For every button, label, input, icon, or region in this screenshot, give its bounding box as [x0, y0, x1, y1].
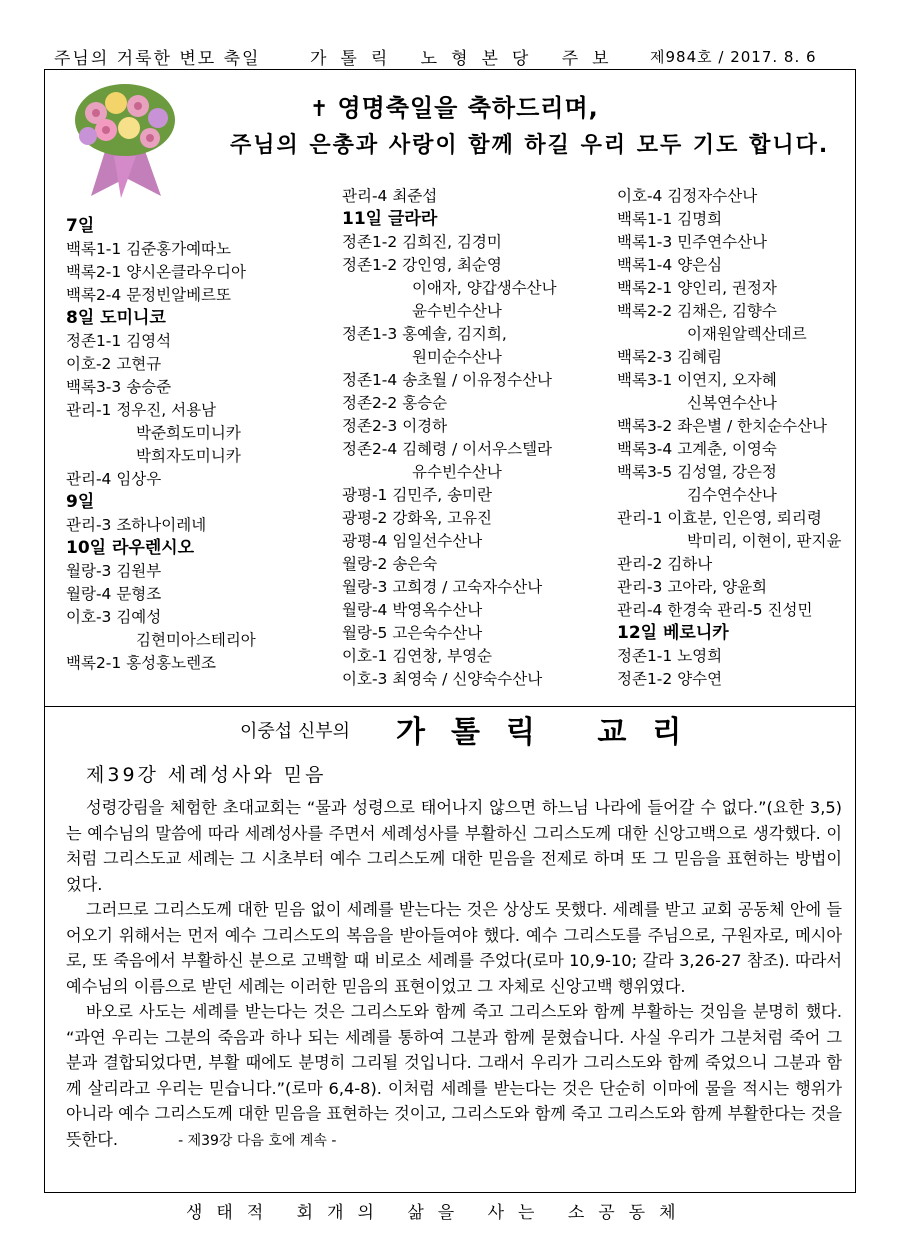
- lecture-body: [66, 795, 842, 1154]
- nameday-entry: 신복연수산나: [687, 394, 777, 412]
- nameday-entry: 정존2-3 이경하: [342, 417, 448, 435]
- greeting-line1: 영명축일을 축하드리며,: [337, 94, 599, 122]
- nameday-entry: 박희자도미니카: [136, 447, 241, 465]
- nameday-entry: 광평-4 임일선수산나: [342, 532, 483, 550]
- nameday-entry: 관리-4 한경숙 관리-5 진성민: [617, 601, 813, 619]
- nameday-entry: 관리-4 최준섭: [342, 187, 438, 205]
- nameday-entry: 백록1-3 민주연수산나: [617, 233, 768, 251]
- nameday-entry: 월랑-3 김원부: [66, 562, 162, 580]
- nameday-entry: 백록3-1 이연지, 오자혜: [617, 371, 777, 389]
- paragraph-text: 바오로 사도는 세례를 받는다는 것은 그리스도와 함께 죽고 그리스도와 함께 부활하는 것임을 분명히 했다. “과연 우리는 그분의 죽음과 하나 되는 세례를 통하여 그분과 함께 묻혔습니다. 사실 우리가 그분처럼 죽어 그분과 결합되었다면, 부활 때에도 분명히 그리될 것입니다. 그래서 우리가 그리스도와 함께 죽었으니 그분과 함께 살리라고 우리는 믿습니다.”(로마 6,4-8). 이처럼 세례를 받는다는 것은 단순히 이마에 물을 적시는 행위가 아니라 예수 그리스도께 대한 믿음을 표현하는 것이고, 그리스도와 함께 죽고 그리스도와 함께 부활한다는 것을 뜻한다.: [66, 1002, 842, 1149]
- nameday-entry: 백록2-4 문정빈알베르또: [66, 286, 232, 304]
- nameday-entry: 유수빈수산나: [412, 463, 502, 481]
- nameday-entry: 박준희도미니카: [136, 424, 241, 442]
- bulletin-header: [0, 40, 898, 70]
- nameday-entry: 이호-1 김연창, 부영순: [342, 647, 493, 665]
- nameday-entry: 백록1-1 김준홍가예따노: [66, 240, 232, 258]
- paragraph: 성령강림을 체험한 초대교회는 “물과 성령으로 태어나지 않으면 하느님 나라에 들어갈 수 없다.”(요한 3,5)는 예수님의 말씀에 따라 세례성사를 주면서 세례성사를 부활하신 그리스도께 대한 신앙고백으로 생각했다. 이처럼 그리스도교 세례는 그 시초부터 예수 그리스도께 대한 믿음을 전제로 하며 또 그 믿음을 표현하는 방법이었다.: [66, 798, 842, 894]
- nameday-entry: 정존1-1 노영희: [617, 647, 723, 665]
- nameday-entry: 김수연수산나: [687, 486, 777, 504]
- nameday-entry: 이호-2 고현규: [66, 355, 162, 373]
- nameday-entry: 백록2-3 김혜림: [617, 348, 723, 366]
- nameday-entry: 백록3-5 김성열, 강은정: [617, 463, 777, 481]
- footer-motto: 생태적 회개의 삶을 사는 소공동체: [186, 1203, 690, 1223]
- nameday-entry: 정존1-4 송초월 / 이유정수산나: [342, 371, 553, 389]
- nameday-entry: 광평-1 김민주, 송미란: [342, 486, 493, 504]
- feast-day-heading: 11일 글라라: [342, 209, 438, 229]
- nameday-entry: 관리-1 정우진, 서용남: [66, 401, 217, 419]
- nameday-entry: 이재원알렉산데르: [687, 325, 807, 343]
- nameday-entry: 정존1-2 양수연: [617, 670, 723, 688]
- nameday-entry: 박미리, 이현이, 판지윤: [687, 532, 842, 550]
- feast-day-heading: 7일: [66, 216, 95, 236]
- nameday-entry: 월랑-3 고희경 / 고숙자수산나: [342, 578, 543, 596]
- nameday-entry: 이애자, 양갑생수산나: [412, 279, 557, 297]
- nameday-entry: 정존1-2 김희진, 김경미: [342, 233, 502, 251]
- nameday-entry: 월랑-4 박영옥수산나: [342, 601, 483, 619]
- nameday-entry: 이호-3 김예성: [66, 608, 162, 626]
- bulletin-title: 가톨릭 노형본당 주보: [310, 49, 623, 69]
- nameday-column-1: [66, 215, 256, 675]
- nameday-entry: 광평-2 강화옥, 고유진: [342, 509, 493, 527]
- flower-bouquet-image: [66, 78, 184, 200]
- nameday-entry: 윤수빈수산나: [412, 302, 502, 320]
- issue-date: 제984호 / 2017. 8. 6: [650, 48, 817, 66]
- continued-note: - 제39강 다음 호에 계속 -: [178, 1132, 337, 1149]
- nameday-entry: 백록2-1 홍성홍노렌조: [66, 654, 217, 672]
- nameday-column-2: [342, 185, 557, 691]
- paragraph: 그러므로 그리스도께 대한 믿음 없이 세례를 받는다는 것은 상상도 못했다. 세례를 받고 교회 공동체 안에 들어오기 위해서는 먼저 예수 그리스도의 복음을 받아들여야 했다. 예수 그리스도를 주님으로, 구원자로, 메시아로, 또 죽음에서 부활하신 분으로 고백할 때 비로소 세례를 주었다(로마 10,9-10; 갈라 3,26-27 참조). 따라서 예수님의 이름으로 받던 세례는 이러한 믿음의 표현이었고 그 자체로 신앙고백 행위였다.: [66, 900, 842, 996]
- nameday-entry: 정존1-1 김영석: [66, 332, 172, 350]
- nameday-entry: 백록3-2 좌은별 / 한치순수산나: [617, 417, 828, 435]
- cross-icon: ✝: [310, 97, 330, 122]
- nameday-entry: 월랑-2 송은숙: [342, 555, 438, 573]
- nameday-entry: 관리-3 조하나이레네: [66, 516, 207, 534]
- nameday-entry: 백록2-1 양시온클라우디아: [66, 263, 246, 281]
- lecturer-name: 이중섭 신부의: [240, 721, 351, 742]
- nameday-column-3: [617, 185, 841, 691]
- nameday-entry: 백록2-1 양인리, 권정자: [617, 279, 777, 297]
- lecture-title: 제39강 세례성사와 믿음: [86, 764, 327, 786]
- catechism-heading: [0, 705, 898, 749]
- nameday-entry: 김현미아스테리아: [136, 631, 256, 649]
- nameday-entry: 이호-4 김정자수산나: [617, 187, 758, 205]
- nameday-entry: 백록3-4 고계춘, 이영숙: [617, 440, 777, 458]
- nameday-entry: 관리-2 김하나: [617, 555, 713, 573]
- feast-day-heading: 12일 베로니카: [617, 623, 729, 643]
- feast-label: 주님의 거룩한 변모 축일: [54, 49, 261, 69]
- nameday-entry: 정존2-2 홍승순: [342, 394, 448, 412]
- paragraph: [66, 999, 842, 1154]
- feast-day-heading: 10일 라우렌시오: [66, 538, 195, 558]
- nameday-entry: 정존1-3 홍예솔, 김지희,: [342, 325, 507, 343]
- catechism-title: 가톨릭 교리: [396, 715, 708, 750]
- nameday-entry: 백록2-2 김채은, 김향수: [617, 302, 777, 320]
- nameday-entry: 원미순수산나: [412, 348, 502, 366]
- nameday-entry: 이호-3 최영숙 / 신양숙수산나: [342, 670, 543, 688]
- nameday-entry: 월랑-5 고은숙수산나: [342, 624, 483, 642]
- nameday-entry: 월랑-4 문형조: [66, 585, 162, 603]
- greeting-line2: 주님의 은총과 사랑이 함께 하길 우리 모두 기도 합니다.: [230, 133, 830, 158]
- nameday-entry: 정존1-2 강인영, 최순영: [342, 256, 502, 274]
- nameday-entry: 백록1-1 김명희: [617, 210, 723, 228]
- nameday-entry: 관리-3 고아라, 양윤희: [617, 578, 768, 596]
- greeting-title: [310, 88, 599, 123]
- nameday-entry: 관리-1 이효분, 인은영, 뢰리령: [617, 509, 822, 527]
- nameday-entry: 백록1-4 양은심: [617, 256, 723, 274]
- nameday-entry: 관리-4 임상우: [66, 470, 162, 488]
- feast-day-heading: 9일: [66, 492, 95, 512]
- feast-day-heading: 8일 도미니코: [66, 308, 166, 328]
- nameday-entry: 백록3-3 송승준: [66, 378, 172, 396]
- nameday-entry: 정존2-4 김혜령 / 이서우스텔라: [342, 440, 553, 458]
